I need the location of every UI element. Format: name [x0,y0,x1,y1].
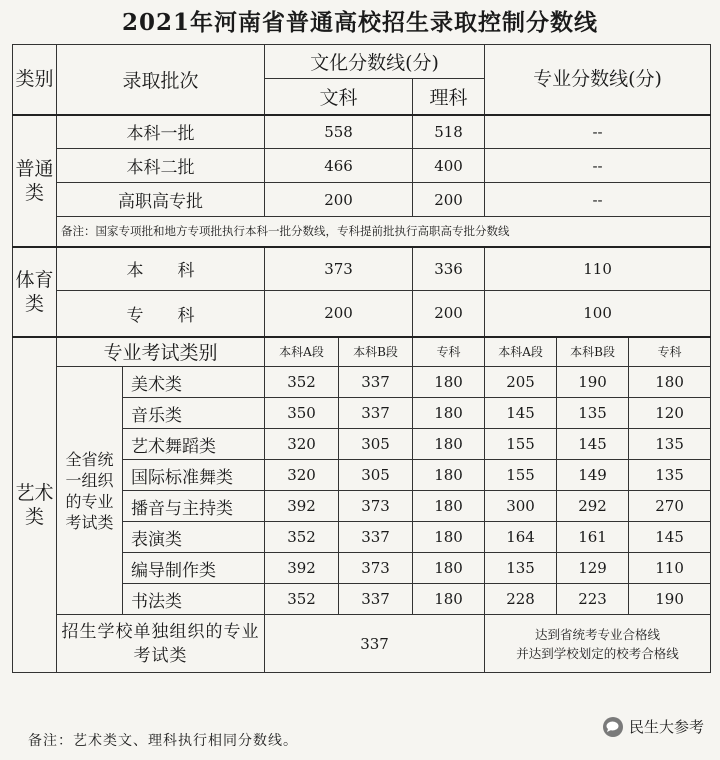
category-general: 普通类 [13,115,57,247]
header-wen: 文科 [265,79,413,115]
value-cell: 350 [265,398,339,429]
value-cell: 320 [265,460,339,491]
group-label: 全省统一组织的专业考试类 [57,367,123,615]
school-exam-label: 招生学校单独组织的专业考试类 [57,615,265,673]
value-cell: 337 [339,522,413,553]
value-cell: 228 [485,584,557,615]
arts-header-row [13,337,711,367]
li-cell: 200 [413,291,485,337]
batch-cell: 本科二批 [57,149,265,183]
value-cell: 135 [557,398,629,429]
art-name: 国际标准舞类 [123,460,265,491]
batch-cell: 专 科 [57,291,265,337]
value-cell: 120 [629,398,711,429]
value-cell: 180 [413,584,485,615]
art-name: 音乐类 [123,398,265,429]
major-cell: -- [485,115,711,149]
major-cell: -- [485,183,711,217]
value-cell: 373 [339,553,413,584]
art-name: 表演类 [123,522,265,553]
value-cell: 190 [557,367,629,398]
value-cell: 337 [339,398,413,429]
major-line-1: 达到省统考专业合格线 [535,626,661,642]
value-cell: 352 [265,522,339,553]
wen-cell: 200 [265,291,413,337]
value-cell: 373 [339,491,413,522]
value-cell: 110 [629,553,711,584]
brand [603,716,704,737]
batch-cell: 高职高专批 [57,183,265,217]
header-row-1 [13,45,711,79]
wen-cell: 558 [265,115,413,149]
col-header: 本科B段 [339,337,413,367]
value-cell: 392 [265,491,339,522]
table-row [13,615,711,673]
value-cell: 180 [413,367,485,398]
value-cell: 180 [413,553,485,584]
value-cell: 305 [339,429,413,460]
school-exam-major [485,615,711,673]
major-cell: 110 [485,247,711,291]
value-cell: 145 [557,429,629,460]
batch-cell: 本 科 [57,247,265,291]
header-li: 理科 [413,79,485,115]
value-cell: 205 [485,367,557,398]
table-row [13,367,711,398]
value-cell: 164 [485,522,557,553]
value-cell: 155 [485,429,557,460]
value-cell: 292 [557,491,629,522]
col-header: 本科A段 [265,337,339,367]
major-line-2: 并达到学校划定的校考合格线 [516,645,679,661]
category-arts: 艺术类 [13,337,57,673]
art-name: 艺术舞蹈类 [123,429,265,460]
art-name: 编导制作类 [123,553,265,584]
value-cell: 180 [413,491,485,522]
value-cell: 145 [629,522,711,553]
category-sports: 体育类 [13,247,57,337]
batch-cell: 本科一批 [57,115,265,149]
value-cell: 155 [485,460,557,491]
header-major: 专业分数线(分) [485,45,711,115]
school-exam-culture: 337 [265,615,485,673]
brand-name: 民生大参考 [628,718,704,736]
value-cell: 129 [557,553,629,584]
exam-type-header: 专业考试类别 [57,337,265,367]
header-category: 类别 [13,45,57,115]
value-cell: 352 [265,367,339,398]
footnote: 备注：艺术类文、理科执行相同分数线。 [28,733,298,749]
table-row [13,247,711,291]
value-cell: 180 [413,429,485,460]
value-cell: 135 [629,460,711,491]
li-cell: 200 [413,183,485,217]
value-cell: 270 [629,491,711,522]
value-cell: 135 [629,429,711,460]
value-cell: 145 [485,398,557,429]
li-cell: 336 [413,247,485,291]
li-cell: 518 [413,115,485,149]
value-cell: 223 [557,584,629,615]
art-name: 书法类 [123,584,265,615]
col-header: 专科 [413,337,485,367]
wen-cell: 200 [265,183,413,217]
value-cell: 180 [413,522,485,553]
table-row [13,149,711,183]
chat-bubble-icon [603,717,623,737]
value-cell: 320 [265,429,339,460]
major-cell: 100 [485,291,711,337]
col-header: 本科B段 [557,337,629,367]
value-cell: 392 [265,553,339,584]
value-cell: 352 [265,584,339,615]
header-culture: 文化分数线(分) [265,45,485,79]
wen-cell: 466 [265,149,413,183]
note-row [13,217,711,247]
value-cell: 190 [629,584,711,615]
value-cell: 180 [413,460,485,491]
value-cell: 180 [629,367,711,398]
art-name: 美术类 [123,367,265,398]
value-cell: 135 [485,553,557,584]
major-cell: -- [485,149,711,183]
wen-cell: 373 [265,247,413,291]
col-header: 本科A段 [485,337,557,367]
value-cell: 305 [339,460,413,491]
col-header: 专科 [629,337,711,367]
value-cell: 180 [413,398,485,429]
general-note: 备注：国家专项批和地方专项批执行本科一批分数线，专科提前批执行高职高专批分数线 [57,217,711,247]
score-table [12,44,711,673]
header-batch: 录取批次 [57,45,265,115]
art-name: 播音与主持类 [123,491,265,522]
value-cell: 337 [339,584,413,615]
value-cell: 149 [557,460,629,491]
value-cell: 337 [339,367,413,398]
value-cell: 300 [485,491,557,522]
table-row [13,183,711,217]
value-cell: 161 [557,522,629,553]
page-title: 2021年河南省普通高校招生录取控制分数线 [121,9,598,36]
table-row [13,115,711,149]
li-cell: 400 [413,149,485,183]
table-row [13,291,711,337]
